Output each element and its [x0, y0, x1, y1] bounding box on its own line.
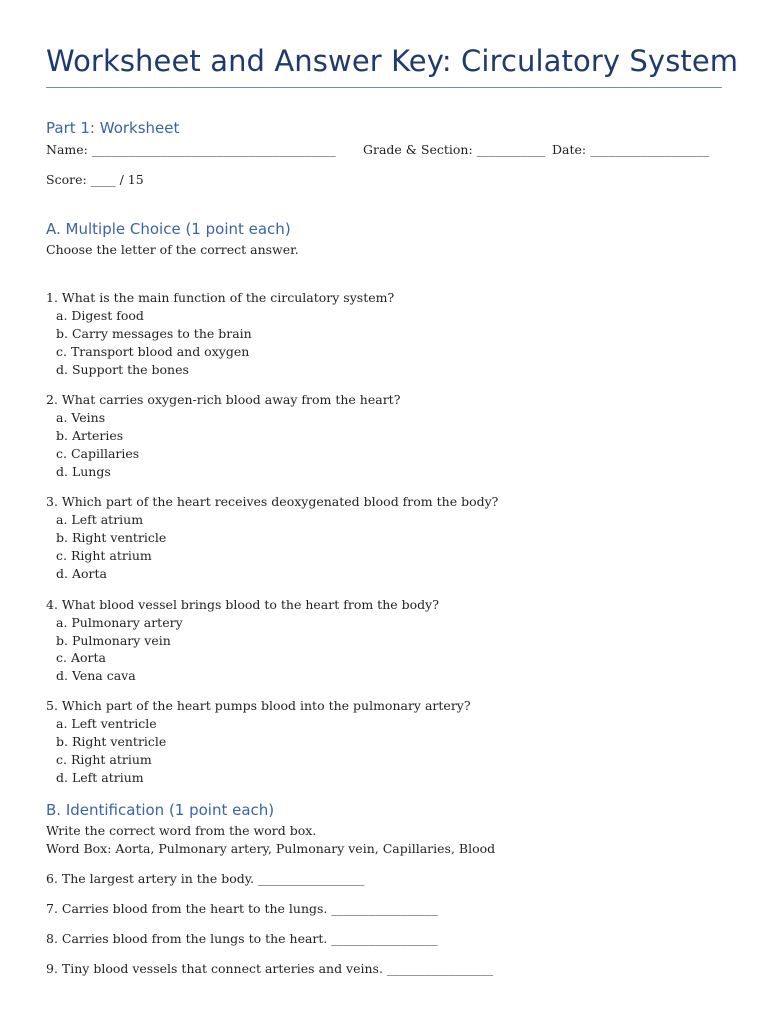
question-4-option-a: a. Pulmonary artery: [56, 615, 183, 630]
question-2-option-b: b. Arteries: [56, 428, 124, 443]
question-4-option-c: c. Aorta: [56, 650, 106, 665]
question-3-option-a: a. Left atrium: [56, 512, 144, 527]
question-2-option-a: a. Veins: [56, 410, 106, 425]
question-5: 5. Which part of the heart pumps blood into the pulmonary artery?: [46, 698, 471, 713]
question-4: 4. What blood vessel brings blood to the heart from the body?: [46, 597, 439, 612]
question-1-option-c: c. Transport blood and oxygen: [56, 344, 250, 359]
question-5-option-a: a. Left ventricle: [56, 716, 157, 731]
question-4-option-d: d. Vena cava: [56, 668, 136, 683]
word-box: Word Box: Aorta, Pulmonary artery, Pulmonary vein, Capillaries, Blood: [46, 841, 496, 856]
page-title: Worksheet and Answer Key: Circulatory System: [46, 44, 739, 78]
question-1-option-d: d. Support the bones: [56, 362, 189, 377]
question-1-option-a: a. Digest food: [56, 308, 144, 323]
question-1-option-b: b. Carry messages to the brain: [56, 326, 252, 341]
question-2-option-c: c. Capillaries: [56, 446, 140, 461]
grade-section-field-label: Grade & Section: ___________: [363, 142, 546, 157]
identification-item-6: 6. The largest artery in the body. _________________: [46, 871, 365, 886]
question-5-option-c: c. Right atrium: [56, 752, 152, 767]
identification-item-8: 8. Carries blood from the lungs to the heart. _________________: [46, 931, 438, 946]
title-divider: [46, 87, 722, 88]
part1-heading: Part 1: Worksheet: [46, 119, 180, 137]
question-2-option-d: d. Lungs: [56, 464, 111, 479]
question-5-option-d: d. Left atrium: [56, 770, 144, 785]
question-4-option-b: b. Pulmonary vein: [56, 633, 171, 648]
question-3: 3. Which part of the heart receives deoxygenated blood from the body?: [46, 494, 499, 509]
section-b-heading: B. Identification (1 point each): [46, 801, 275, 819]
question-2: 2. What carries oxygen-rich blood away from the heart?: [46, 392, 401, 407]
section-a-heading: A. Multiple Choice (1 point each): [46, 220, 291, 238]
question-3-option-b: b. Right ventricle: [56, 530, 167, 545]
question-1: 1. What is the main function of the circulatory system?: [46, 290, 395, 305]
question-3-option-c: c. Right atrium: [56, 548, 152, 563]
section-a-instruction: Choose the letter of the correct answer.: [46, 242, 299, 257]
question-5-option-b: b. Right ventricle: [56, 734, 167, 749]
date-field-label: Date: ___________________: [552, 142, 709, 157]
section-b-instruction: Write the correct word from the word box.: [46, 823, 317, 838]
name-field-label: Name: _______________________________________: [46, 142, 336, 157]
identification-item-9: 9. Tiny blood vessels that connect arteries and veins. _________________: [46, 961, 494, 976]
identification-item-7: 7. Carries blood from the heart to the lungs. _________________: [46, 901, 438, 916]
score-label: Score: ____ / 15: [46, 172, 144, 187]
question-3-option-d: d. Aorta: [56, 566, 107, 581]
